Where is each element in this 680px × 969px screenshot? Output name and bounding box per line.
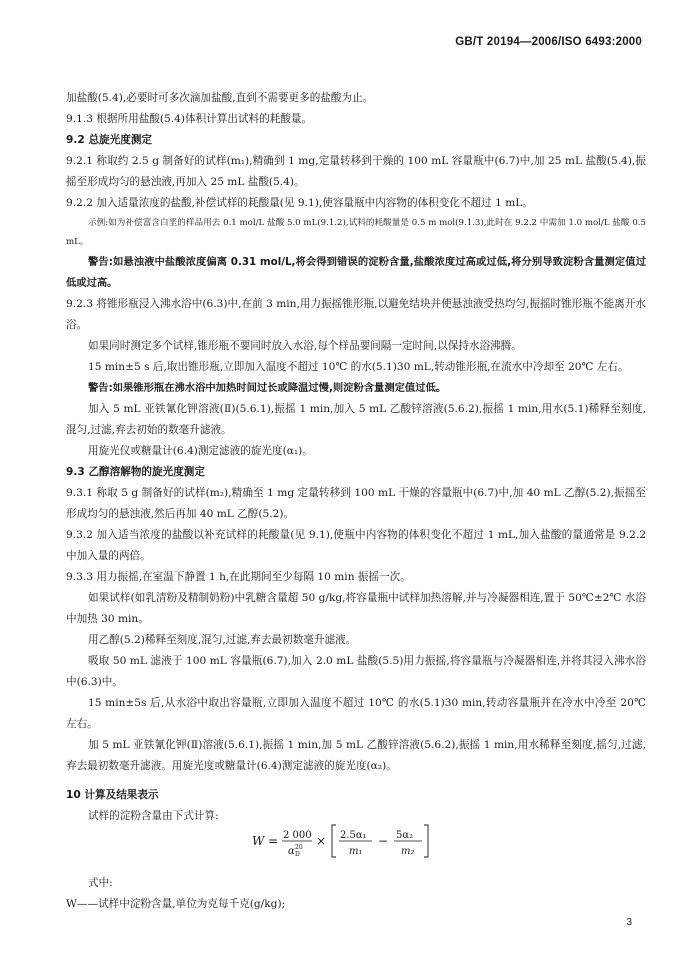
formula-alpha-sub: D xyxy=(295,851,300,858)
warning-heating-time: 警告:如果锥形瓶在沸水浴中加热时间过长或降温过慢,则淀粉含量测定值过低。 xyxy=(88,382,447,394)
paragraph-pipette-filtrate: 吸取 50 mL 滤液于 100 mL 容量瓶(6.7),加入 2.0 mL 盐酸(5.5)用力振摇,将容量瓶与冷凝器相连,并将其浸入沸水浴中(6.3)中。 xyxy=(66,655,646,688)
page-number: 3 xyxy=(626,917,632,928)
paragraph-remove-flask: 15 min±5s 后,从水浴中取出容量瓶,立即加入温度不超过 10℃ 的水(5.1)30 min,转动容量瓶并在冷水中冷至 20℃ 左右。 xyxy=(66,697,646,730)
formula-minus: − xyxy=(378,834,389,848)
clause-9-3-2: 9.3.2 加入适当浓度的盐酸以补充试样的耗酸量(见 9.1),使瓶中内容物的体积变化不超过 1 mL,加入盐酸的量通常是 9.2.2 中加入量的两倍。 xyxy=(66,529,646,562)
example-note: 示例:如为补偿富含白垩的样品用去 0.1 mol/L 盐酸 5.0 mL(9.1.2),试料的耗酸量是 0.5 m mol(9.1.3),此时在 9.2.2 中需加 1.0 mol/L 盐酸 0.5 mL。 xyxy=(66,218,646,247)
formula-alpha: α xyxy=(288,846,295,857)
paragraph-measure-alpha1: 用旋光仪或糖量计(6.4)测定滤液的旋光度(α₁)。 xyxy=(88,445,313,457)
warning-acid-concentration: 警告:如悬浊液中盐酸浓度偏离 0.31 mol/L,将会得到错误的淀粉含量,盐酸浓度过高或过低,将分别导致淀粉含量测定值过低或过高。 xyxy=(66,256,646,289)
formula-term2-denominator: m₂ xyxy=(401,846,415,857)
paragraph-cooling: 15 min±5 s 后,取出锥形瓶,立即加入温度不超过 10℃ 的水(5.1)30 mL,转动锥形瓶,在流水中冷却至 20℃ 左右。 xyxy=(88,361,629,373)
formula-left-bracket xyxy=(332,825,336,857)
paragraph-measure-alpha2: 加 5 mL 亚铁氰化钾(Ⅱ)溶液(5.6.1),振摇 1 min,加 5 mL 乙酸锌溶液(5.6.2),振摇 1 min,用水稀释至刻度,摇匀,过滤,弃去最初数毫升滤液。用旋光度或糖量计(6.4)测定滤液的旋光度(α₂)。 xyxy=(66,739,646,772)
paragraph-clarification: 加入 5 mL 亚铁氰化钾溶液(Ⅱ)(5.6.1),振摇 1 min,加入 5 mL 乙酸锌溶液(5.6.2),振摇 1 min,用水(5.1)稀释至刻度,混匀,过滤,弃去初始的数毫升滤液。 xyxy=(66,403,646,436)
starch-content-formula xyxy=(250,823,450,859)
formula-constant: 2 000 xyxy=(283,830,312,841)
document-body xyxy=(66,88,646,915)
heading-10: 10 计算及结果表示 xyxy=(66,789,159,801)
formula-term1-denominator: m₁ xyxy=(349,846,363,857)
clause-9-3-1: 9.3.1 称取 5 g 制备好的试样(m₂),精确至 1 mg 定量转移到 100 mL 干燥的容量瓶中(6.7)中,加 40 mL 乙醇(5.2),振摇至形成均匀的悬浊液,然后再加 40 mL 乙醇(5.2)。 xyxy=(66,487,646,520)
clause-9-1-3: 9.1.3 根据所用盐酸(5.4)体积计算出试料的耗酸量。 xyxy=(66,113,313,125)
clause-9-2-1: 9.2.1 称取约 2.5 g 制备好的试样(m₁),精确到 1 mg,定量转移到干燥的 100 mL 容量瓶中(6.7)中,加 25 mL 盐酸(5.4),振摇至形成均匀的悬浊液,再加入 25 mL 盐酸(5.4)。 xyxy=(66,155,646,188)
formula-times: × xyxy=(316,834,327,848)
heading-9-3: 9.3 乙醇溶解物的旋光度测定 xyxy=(66,466,205,478)
formula-alpha-sup: 20 xyxy=(295,844,303,851)
clause-9-2-3: 9.2.3 将锥形瓶浸入沸水浴中(6.3)中,在前 3 min,用力振摇锥形瓶,以避免结块并使悬浊液受热均匀,振摇时锥形瓶不能离开水浴。 xyxy=(66,298,646,331)
formula-term1-numerator: 2.5α₁ xyxy=(340,830,367,841)
clause-9-2-2: 9.2.2 加入适量浓度的盐酸,补偿试样的耗酸量(见 9.1),使容量瓶中内容物的体积变化不超过 1 mL。 xyxy=(66,197,533,209)
definition-W: W——试样中淀粉含量,单位为克每千克(g/kg); xyxy=(66,898,286,910)
paragraph-multiple-samples: 如果同时测定多个试样,锥形瓶不要同时放入水浴,每个样品要间隔一定时间,以保持水浴沸腾。 xyxy=(88,340,522,352)
where-label: 式中: xyxy=(88,877,113,889)
formula-equals: = xyxy=(268,834,279,848)
clause-9-3-3: 9.3.3 用力振摇,在室温下静置 1 h,在此期间至少每隔 10 min 振摇一次。 xyxy=(66,571,411,583)
heading-9-2: 9.2 总旋光度测定 xyxy=(66,134,153,146)
paragraph-continued: 加盐酸(5.4),必要时可多次滴加盐酸,直到不需要更多的盐酸为止。 xyxy=(66,92,374,104)
paragraph-dilute-ethanol: 用乙醇(5.2)稀释至刻度,混匀,过滤,弃去最初数毫升滤液。 xyxy=(88,634,357,646)
formula-term2-numerator: 5α₂ xyxy=(396,830,414,841)
paragraph-formula-intro: 试样的淀粉含量由下式计算: xyxy=(88,810,219,822)
formula-right-bracket xyxy=(424,825,428,857)
standard-code-header: GB/T 20194—2006/ISO 6493:2000 xyxy=(455,36,642,48)
formula-lhs: W xyxy=(252,834,265,848)
paragraph-lactose: 如果试样(如乳清粉及精制奶粉)中乳糖含量超 50 g/kg,将容量瓶中试样加热溶解,并与冷凝器相连,置于 50℃±2℃ 水浴中加热 30 min。 xyxy=(66,592,646,625)
